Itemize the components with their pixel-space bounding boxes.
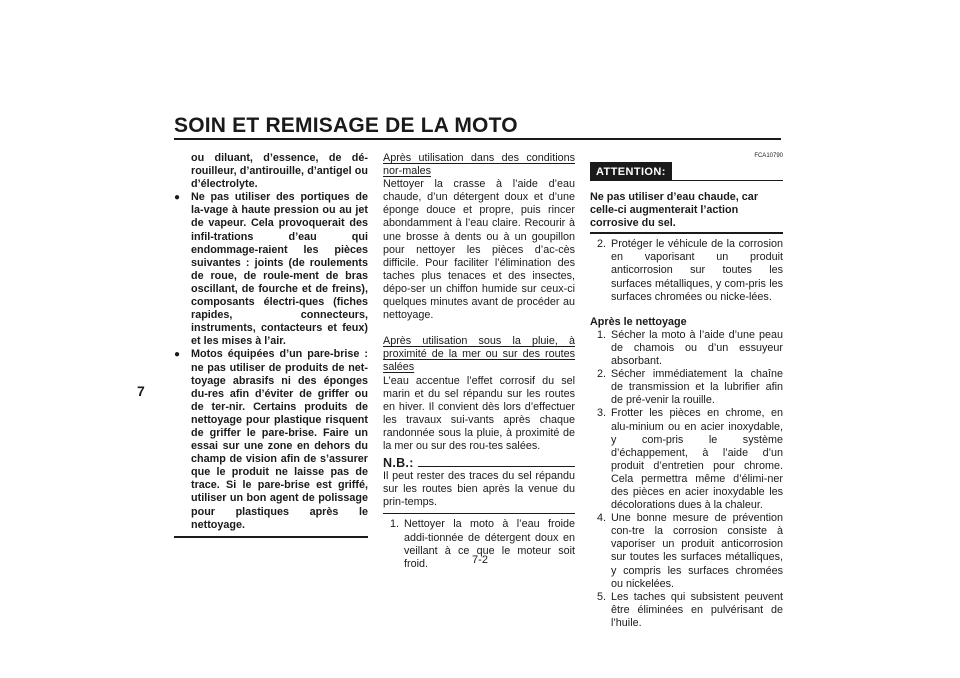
bullet-text: Motos équipées d’un pare-brise : ne pas utiliser de produits de net-toyage abrasifs ni des éponges du-res afin d’éviter de griffer ou de ter-nir. Certains produits de nettoyage pour plastique risquent de griffer le pare-brise. Faire un essai sur une zone en dehors du champ de vision afin de s’assurer que le produit ne laisse pas de trace. Si le pare-brise est griffé, utiliser un bon agent de polissage pour plastiques après le nettoyage. — [191, 348, 368, 531]
bullet-item — [174, 348, 368, 531]
item-number: 1. — [390, 518, 400, 531]
item-number: 3. — [597, 407, 607, 420]
note-label: N.B.: — [383, 456, 414, 471]
attention-label: ATTENTION: — [590, 162, 672, 181]
section-end-rule — [174, 536, 368, 538]
attention-header — [590, 162, 783, 181]
list-item — [590, 407, 783, 512]
section-heading: Après utilisation dans des conditions nor-males — [383, 152, 575, 178]
list-item — [590, 329, 783, 368]
attention-rule — [672, 180, 783, 181]
column-3 — [590, 152, 783, 630]
warning-rule — [590, 232, 783, 234]
paragraph: Nettoyer la crasse à l’aide d’eau chaude, d’un détergent doux et d’une éponge douce et propre, puis rincer abondamment à l’eau claire. Recourir à une brosse à dents ou à un goupillon pour nettoyer les pièces d’ac-cès difficile. Pour faciliter l’élimination des taches plus tenaces et des insectes, dépo-ser un chiffon humide sur ceux-ci quelques minutes avant de procéder au nettoyage. — [383, 178, 575, 322]
column-1 — [174, 152, 368, 538]
note-rule — [418, 466, 575, 467]
page-title: SOIN ET REMISAGE DE LA MOTO — [174, 114, 518, 137]
column-2 — [383, 152, 575, 571]
item-text: Nettoyer la moto à l’eau froide addi-tionnée de détergent doux en veillant à ce que le moteur soit froid. — [404, 518, 575, 570]
item-number: 1. — [597, 328, 607, 341]
item-number: 2. — [597, 238, 607, 251]
section-heading: Après utilisation sous la pluie, à proximité de la mer ou sur des routes salées — [383, 335, 575, 374]
continued-text: ou diluant, d’essence, de dé-rouilleur, d’antirouille, d’antigel ou d’électrolyte. — [191, 152, 368, 191]
item-text: Sécher immédiatement la chaîne de transmission et la lubrifier afin de pré-venir la rouille. — [611, 368, 783, 407]
page-number: 7-2 — [472, 554, 488, 566]
item-number: 5. — [597, 590, 607, 603]
list-item — [590, 591, 783, 630]
item-text: Frotter les pièces en chrome, en alu-minium ou en acier inoxydable, y com-pris le système d’échappement, à l’aide d’un produit d’entretien pour chrome. Cela permettra même d’élimi-ner des pièces en acier inoxydable les décolorations dues à la chaleur. — [611, 407, 783, 512]
bullet-text: Ne pas utiliser des portiques de la-vage à haute pression ou au jet de vapeur. Cela provoquerait des infil-trations d’eau qui endommage-raient les pièces suivantes : joints (de roulements de roue, de roule-ment de bras oscillant, de fourche et de freins), composants électri-ques (fiches rapides, connecteurs, instruments, contacteurs et feux) et les mises à l’air. — [191, 191, 368, 348]
bullet-icon: ● — [174, 192, 181, 204]
bullet-icon: ● — [174, 349, 181, 361]
list-item — [590, 238, 783, 303]
paragraph: L’eau accentue l’effet corrosif du sel marin et du sel répandu sur les routes en hiver. Il convient dès lors d’effectuer les travaux sui-vants après chaque randonnée sous la pluie, à proximité de la mer ou sur des rou-tes salées. — [383, 374, 575, 452]
reference-code: FCA10790 — [754, 153, 783, 159]
item-text: Sécher la moto à l’aide d’une peau de chamois ou d’un essuyeur absorbant. — [611, 328, 783, 368]
note-text: Il peut rester des traces du sel répandu sur les routes bien après la venue du prin-temps. — [383, 470, 575, 509]
item-text: Les taches qui subsistent peuvent être éliminées en pulvérisant de l’huile. — [611, 590, 783, 629]
note-header — [383, 457, 575, 470]
item-text: Une bonne mesure de prévention con-tre la corrosion consiste à vaporiser un produit anticorrosion sur toutes les surfaces métalliques, y compris les surfaces chromées ou nickelées. — [611, 512, 783, 590]
item-number: 2. — [597, 368, 607, 381]
list-item — [590, 368, 783, 407]
chapter-tab: 7 — [137, 383, 145, 399]
bullet-item — [174, 191, 368, 348]
warning-text: Ne pas utiliser d’eau chaude, car celle-ci augmenterait l’action corrosive du sel. — [590, 191, 759, 230]
list-item — [590, 512, 783, 591]
item-text: Protéger le véhicule de la corrosion en vaporisant un produit anticorrosion sur toutes les surfaces métalliques, y com-pris les surfaces chromées ou nicke-lées. — [611, 238, 783, 303]
title-rule — [174, 138, 781, 140]
item-number: 4. — [597, 512, 607, 525]
subsection-heading: Après le nettoyage — [590, 315, 687, 328]
